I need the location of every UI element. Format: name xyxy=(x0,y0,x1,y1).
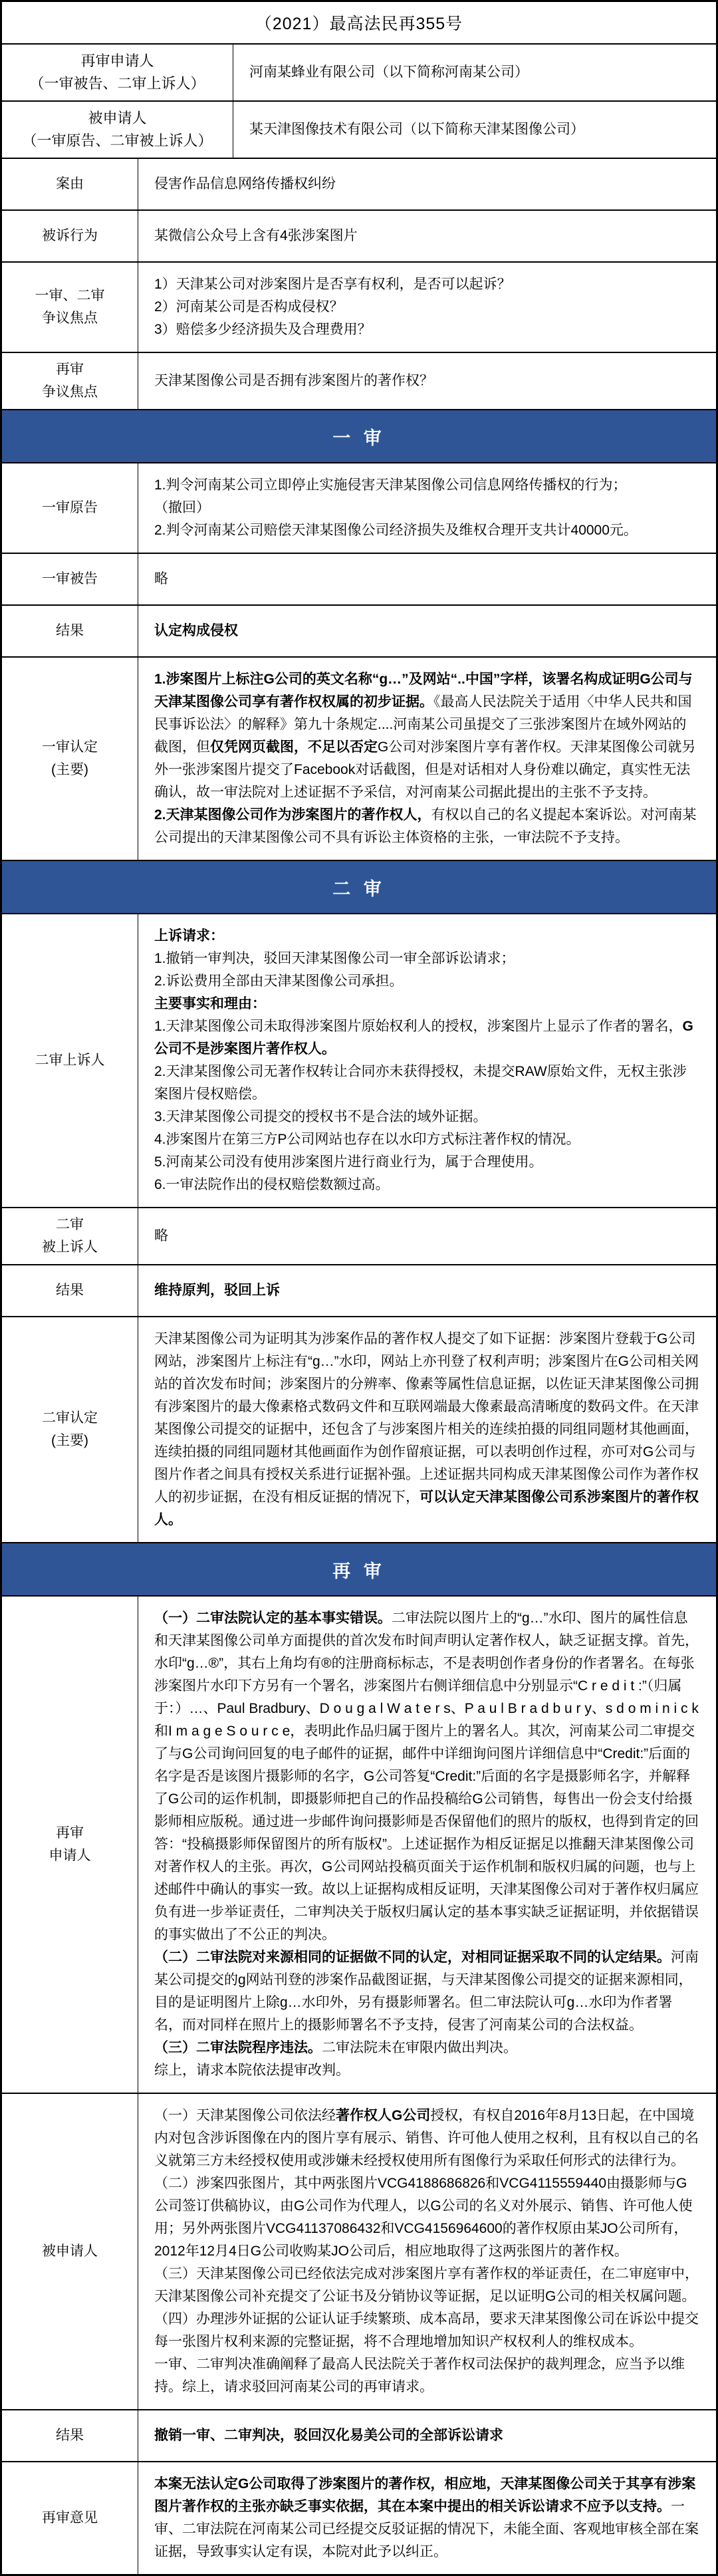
text-segment: 3.天津某图像公司提交的授权书不是合法的域外证据。 xyxy=(154,1109,487,1124)
paragraph xyxy=(154,1607,699,1946)
text-segment: 某天津图像技术有限公司（以下简称天津某图像公司） xyxy=(249,122,584,137)
text-segment: 2.诉讼费用全部由天津某图像公司承担。 xyxy=(154,973,404,989)
second-instance-appellee-row xyxy=(2,1207,716,1264)
case-number-title: （2021）最高法民再355号 xyxy=(255,15,463,33)
paragraph xyxy=(154,2473,699,2563)
row-label-line: (主要) xyxy=(51,1433,88,1448)
text-segment: G公司对涉案图片享有著作权。天津某图像公司就另外一张涉案图片提交了Facebook对话截图，但是对话相对人身份难以确定，真实性无法确认，故一审法院对上述证据不予采信，对河南某公司据此提出的主张不予支持。 xyxy=(154,739,696,800)
retrial-result-row-content xyxy=(138,2410,716,2461)
retrial-applicant-party-row xyxy=(2,43,716,100)
paragraph xyxy=(154,474,699,497)
text-segment: 上诉请求： xyxy=(154,928,224,944)
text-segment: 1.撤销一审判决，驳回天津某图像公司一审全部诉讼请求； xyxy=(154,951,515,966)
text-segment: 侵害作品信息网络传播权纠纷 xyxy=(154,176,336,192)
text-segment: 2.天津某图像公司无著作权转让合同亦未获得授权，未提交RAW原始文件，无权主张涉案图片侵权赔偿。 xyxy=(154,1064,687,1102)
row-label-line: 一审、二审 xyxy=(35,288,105,303)
retrial-dispute-row-content xyxy=(138,353,716,409)
paragraph xyxy=(154,620,699,642)
paragraph xyxy=(154,273,699,296)
first-instance-defendant-row xyxy=(2,553,716,604)
second-instance-result-row-label xyxy=(2,1265,138,1316)
first-instance-plaintiff-row-label xyxy=(2,463,138,553)
row-label-line: 一审认定 xyxy=(42,739,98,755)
text-segment: 综上，请求本院依法提审改判。 xyxy=(154,2063,350,2078)
first-instance-findings-row-content xyxy=(138,658,716,860)
paragraph xyxy=(154,519,699,542)
text-segment: 天津某图像公司是否拥有涉案图片的著作权？ xyxy=(154,373,433,388)
text-segment: 《最高人民法院关于适用〈中华人民共和国民事诉讼法〉的解释》第九十条规定....河南某公司虽提交了三张涉案图片在域外网站的截图，但 xyxy=(154,694,692,755)
row-label-line: 一审原告 xyxy=(42,500,98,515)
accused-act-row-content xyxy=(138,211,716,261)
respondent-party-row-content xyxy=(233,102,716,158)
row-label-line: （一审原告、二审被上诉人） xyxy=(22,132,213,149)
row-label-line: 争议焦点 xyxy=(42,384,98,400)
text-segment: （一）天津某图像公司依法经 xyxy=(154,2108,336,2123)
paragraph xyxy=(249,118,699,141)
banner-first-instance xyxy=(2,409,716,462)
row-label-line: 二审 xyxy=(56,1217,84,1232)
paragraph xyxy=(154,173,699,195)
retrial-applicant-party-row-content xyxy=(233,45,716,100)
text-segment: 河南某蜂业有限公司（以下简称河南某公司） xyxy=(249,64,529,80)
text-segment: 二审法院以图片上的“g…”水印、图片的属性信息和天津某图像公司单方面提供的首次发布时间声明认定著作权人，缺乏证据支撑。首先，水印“g…®”，其右上角均有®的注册商标标志，不是表明创作者身份的作者署名。在每张涉案图片水印下方另有一个署名，涉案图片右侧详细信息中分别显示“C r e d i t :”（归属于：）…、Paul Bradbury、D o u g a l W a t e r s、P a u l B r a d b u r y、s d o m i n i c k和I m a g e S o u r c e，表明此作品归属于图片上的署名人。其次，河南某公司二审提交了与G公司询问回复的电子邮件的证据，邮件中详细询问图片详细信息中“Credit:”后面的名字是否是该图片摄影师的名字，G公司答复“Credit:”后面的名字是摄影师名字，并解释了G公司的运作机制，即摄影师把自己的作品投稿给G公司销售，每售出一份会支付给摄影师相应版税。通过进一步邮件询问摄影师是否保留他们的照片的版权，也得到肯定的回答：“投稿摄影师保留图片的所有版权”。上述证据作为相反证据足以推翻天津某图像公司对著作权人的主张。再次，G公司网站投稿页面关于运作机制和版权归属的问题，也与上述邮件中确认的事实一致。故以上证据构成相反证明，天津某图像公司对于著作权归属应负有进一步举证责任，二审判决关于版权归属认定的基本事实缺乏证据证明，并依据错误的事实做出了不公正的判决。 xyxy=(154,1610,699,1942)
accused-act-row-label xyxy=(2,211,138,261)
text-segment: 1）天津某公司对涉案图片是否享有权利，是否可以起诉？ xyxy=(154,277,511,292)
text-segment: 4.涉案图片在第三方P公司网站也存在以水印方式标注著作权的情况。 xyxy=(154,1132,580,1147)
case-cause-row-content xyxy=(138,159,716,209)
first-instance-plaintiff-row xyxy=(2,462,716,553)
first-instance-result-row-label xyxy=(2,606,138,656)
paragraph xyxy=(154,2263,699,2308)
paragraph xyxy=(154,1128,699,1151)
case-cause-row-label xyxy=(2,159,138,209)
paragraph xyxy=(154,993,699,1015)
paragraph xyxy=(154,668,699,804)
row-label-line: 结果 xyxy=(56,623,84,638)
paragraph xyxy=(249,61,699,84)
respondent-claims-row-content xyxy=(138,2094,716,2409)
text-segment: （三）二审法院程序违法。 xyxy=(154,2040,322,2055)
retrial-result-row-label xyxy=(2,2410,138,2461)
banner-second-instance xyxy=(2,860,716,913)
text-segment: （三）天津某图像公司已经依法完成对涉案图片享有著作权的举证责任，在二审庭审中，天津某图像公司补充提交了公证书及分销协议等证据，足以证明G公司的相关权属问题。 xyxy=(154,2266,699,2304)
first-second-instance-disputes-row-label xyxy=(2,263,138,352)
row-label-line: 结果 xyxy=(56,2428,84,2443)
text-segment: 一审、二审判决准确阐释了最高人民法院关于著作权司法保护的裁判理念，应当予以维持。综上，请求驳回河南某公司的再审请求。 xyxy=(154,2357,685,2394)
text-segment: 维持原判，驳回上诉 xyxy=(154,1283,280,1298)
text-segment: 二审法院未在审限内做出判决。 xyxy=(322,2040,517,2055)
retrial-opinion-row xyxy=(2,2461,716,2574)
second-instance-appellant-row-content xyxy=(138,914,716,1207)
paragraph xyxy=(154,296,699,319)
text-segment: 2）河南某公司是否构成侵权？ xyxy=(154,299,344,315)
text-segment: 1.判令河南某公司立即停止实施侵害天津某图像公司信息网络传播权的行为； xyxy=(154,477,627,493)
second-instance-findings-row xyxy=(2,1316,716,1542)
paragraph xyxy=(154,2353,699,2398)
paragraph xyxy=(154,1106,699,1128)
retrial-dispute-row-label xyxy=(2,353,138,409)
paragraph xyxy=(154,804,699,849)
paragraph xyxy=(154,2105,699,2172)
banner-retrial xyxy=(2,1542,716,1595)
row-label-line: (主要) xyxy=(51,762,88,777)
paragraph xyxy=(154,225,699,247)
row-label-line: 再审申请人 xyxy=(80,53,154,69)
row-label-line: 再审 xyxy=(56,1825,84,1841)
row-label-line: 一审被告 xyxy=(42,571,98,586)
text-segment: （撤回） xyxy=(154,500,210,515)
row-label-line: 被诉行为 xyxy=(42,228,98,243)
respondent-party-row xyxy=(2,100,716,158)
paragraph xyxy=(154,970,699,993)
text-segment: 一审、二审法院在河南某公司已经提交反驳证据的情况下，未能全面、客观地审核全部在案证据，导致事实认定有误，本院对此予以纠正。 xyxy=(154,2499,699,2559)
second-instance-appellant-row-label xyxy=(2,914,138,1207)
text-segment: 河南某公司提交的g网站刊登的涉案作品截图证据，与天津某图像公司提交的证据来源相同，目的是证明图片上除g…水印外，另有摄影师署名。但二审法院认可g…水印为作者署名，而对同样在照片上的摄影师署名不予支持，侵害了河南某公司的合法权益。 xyxy=(154,1950,699,2033)
text-segment: 某微信公众号上含有4张涉案图片 xyxy=(154,228,358,243)
first-instance-findings-row xyxy=(2,656,716,860)
paragraph xyxy=(154,1061,699,1106)
retrial-applicant-claims-row-content xyxy=(138,1597,716,2093)
row-label-line: 争议焦点 xyxy=(42,311,98,326)
paragraph xyxy=(154,1225,699,1247)
section-banner-title: 一 审 xyxy=(332,428,386,448)
text-segment: 主要事实和理由： xyxy=(154,996,266,1011)
paragraph xyxy=(154,948,699,970)
second-instance-appellee-row-label xyxy=(2,1208,138,1264)
retrial-dispute-row xyxy=(2,352,716,409)
text-segment: （二）涉案四张图片，其中两张图片VCG4188686826和VCG4115559440由摄影师与G公司签订供稿协议，由G公司作为代理人，以G公司的名义对外展示、销售、许可他人使用；另外两张图片VCG41137086432和VCG4156964600的著作权原由某JO公司所有，2012年12月4日G公司收购某JO公司后，相应地取得了这两张图片的著作权。 xyxy=(154,2176,693,2259)
paragraph xyxy=(154,2037,699,2059)
second-instance-result-row-content xyxy=(138,1265,716,1316)
paragraph xyxy=(154,1946,699,2037)
text-segment: 有权以自己的名义提起本案诉讼。对河南某公司提出的天津某图像公司不具有诉讼主体资格的主张，一审法院不予支持。 xyxy=(154,807,697,845)
retrial-applicant-claims-row xyxy=(2,1595,716,2093)
row-label-line: 被上诉人 xyxy=(42,1239,98,1255)
text-segment: 2.判令河南某公司赔偿天津某图像公司经济损失及维权合理开支共计40000元。 xyxy=(154,523,638,538)
respondent-claims-row-label xyxy=(2,2094,138,2409)
paragraph xyxy=(154,497,699,519)
text-segment: 1.天津某图像公司未取得涉案图片原始权利人的授权，涉案图片上显示了作者的署名， xyxy=(154,1019,683,1034)
paragraph xyxy=(154,370,699,392)
paragraph xyxy=(154,1015,699,1061)
text-segment: 认定构成侵权 xyxy=(154,623,238,638)
row-label-line: 申请人 xyxy=(49,1848,91,1863)
paragraph xyxy=(154,2424,699,2447)
paragraph xyxy=(154,1151,699,1174)
second-instance-appellant-row xyxy=(2,913,716,1207)
row-label-line: 再审 xyxy=(56,362,84,377)
row-label-line: 被申请人 xyxy=(42,2244,98,2259)
paragraph xyxy=(154,2308,699,2353)
text-segment: 仅凭网页截图，不足以否定 xyxy=(210,739,378,755)
retrial-applicant-party-row-label xyxy=(2,45,233,100)
text-segment: 著作权人G公司 xyxy=(336,2108,431,2123)
retrial-result-row xyxy=(2,2409,716,2461)
first-second-instance-disputes-row-content xyxy=(138,263,716,352)
paragraph xyxy=(154,1174,699,1196)
paragraph xyxy=(154,1328,699,1531)
text-segment: （二）二审法院对来源相同的证据做不同的认定，对相同证据采取不同的认定结果。 xyxy=(154,1950,671,1965)
row-label-line: 被申请人 xyxy=(88,110,147,126)
text-segment: 授权，有权自2016年8月13日起，在中国境内对包含涉诉图像在内的图片享有展示、销售、许可他人使用之权利，且有权以自己的名义就第三方未经授权使用或涉嫌未经授权使用所有图像行为采取任何形式的法律行为。 xyxy=(154,2108,699,2168)
respondent-party-row-label xyxy=(2,102,233,158)
text-segment: 2.天津某图像公司作为涉案图片的著作权人， xyxy=(154,807,431,823)
retrial-opinion-row-content xyxy=(138,2462,716,2574)
section-banner-title: 再 审 xyxy=(332,1561,386,1581)
text-segment: G公司不是涉案图片著作权人。 xyxy=(154,1019,693,1057)
respondent-claims-row xyxy=(2,2093,716,2409)
text-segment: 本案无法认定G公司取得了涉案图片的著作权，相应地，天津某图像公司关于其享有涉案图片著作权的主张亦缺乏事实依据，其在本案中提出的相关诉讼请求不应予以支持。 xyxy=(154,2476,696,2514)
paragraph xyxy=(154,1279,699,1302)
first-second-instance-disputes-row xyxy=(2,261,716,352)
row-label-line: 二审上诉人 xyxy=(35,1053,105,1068)
text-segment: 天津某图像公司为证明其为涉案作品的著作权人提交了如下证据：涉案图片登载于G公司网站，涉案图片上标注有“g…”水印，网站上亦刊登了权利声明；涉案图片在G公司相关网站的首次发布时间；涉案图片的分辨率、像素等属性信息证据，以佐证天津某图像公司拥有涉案图片的最大像素格式数码文件和互联网端最大像素最高清晰度的数码文件。在天津某图像公司提交的证据中，还包含了与涉案图片相关的连续拍摄的同组同题材其他画面，连续拍摄的同组同题材其他画面作为创作留痕证据，可以表明创作过程，亦可对G公司与图片作者之间具有授权关系进行证据补强。上述证据共同构成天津某图像公司作为著作权人的初步证据，在没有相反证据的情况下， xyxy=(154,1331,699,1505)
second-instance-appellee-row-content xyxy=(138,1208,716,1264)
row-label-line: （一审被告、二审上诉人） xyxy=(29,75,205,92)
text-segment: 略 xyxy=(154,571,168,586)
text-segment: 5.河南某公司没有使用涉案图片进行商业行为，属于合理使用。 xyxy=(154,1154,543,1170)
first-instance-plaintiff-row-content xyxy=(138,463,716,553)
section-banner-title: 二 审 xyxy=(332,878,386,899)
paragraph xyxy=(154,925,699,948)
row-label-line: 案由 xyxy=(56,176,84,192)
second-instance-findings-row-label xyxy=(2,1317,138,1542)
table-body xyxy=(2,43,716,2574)
case-cause-row xyxy=(2,158,716,209)
text-segment: 6.一审法院作出的侵权赔偿数额过高。 xyxy=(154,1177,390,1192)
paragraph xyxy=(154,319,699,341)
row-label-line: 结果 xyxy=(56,1283,84,1298)
accused-act-row xyxy=(2,209,716,261)
paragraph xyxy=(154,2059,699,2082)
first-instance-defendant-row-content xyxy=(138,554,716,604)
retrial-opinion-row-label xyxy=(2,2462,138,2574)
text-segment: （四）办理涉外证据的公证认证手续繁琐、成本高昂，要求天津某图像公司在诉讼中提交每一张图片权利来源的完整证据，将不合理地增加知识产权权利人的维权成本。 xyxy=(154,2311,699,2349)
row-label-line: 再审意见 xyxy=(42,2510,98,2525)
paragraph xyxy=(154,2172,699,2263)
text-segment: 可以认定天津某图像公司系涉案图片的著作权人。 xyxy=(154,1489,699,1527)
second-instance-findings-row-content xyxy=(138,1317,716,1542)
text-segment: 1.涉案图片上标注G公司的英文名称“g…”及网站“..中国”字样，该署名构成证明G公司与天津某图像公司享有著作权权属的初步证据。 xyxy=(154,672,693,709)
text-segment: 略 xyxy=(154,1228,168,1243)
paragraph xyxy=(154,568,699,590)
text-segment: （一）二审法院认定的基本事实错误。 xyxy=(154,1610,392,1626)
second-instance-result-row xyxy=(2,1264,716,1316)
text-segment: 3）赔偿多少经济损失及合理费用？ xyxy=(154,322,372,337)
first-instance-result-row xyxy=(2,604,716,656)
first-instance-defendant-row-label xyxy=(2,554,138,604)
row-label-line: 二审认定 xyxy=(42,1410,98,1426)
retrial-applicant-claims-row-label xyxy=(2,1597,138,2093)
text-segment: 撤销一审、二审判决，驳回汉化易美公司的全部诉讼请求 xyxy=(154,2428,503,2443)
first-instance-result-row-content xyxy=(138,606,716,656)
first-instance-findings-row-label xyxy=(2,658,138,860)
